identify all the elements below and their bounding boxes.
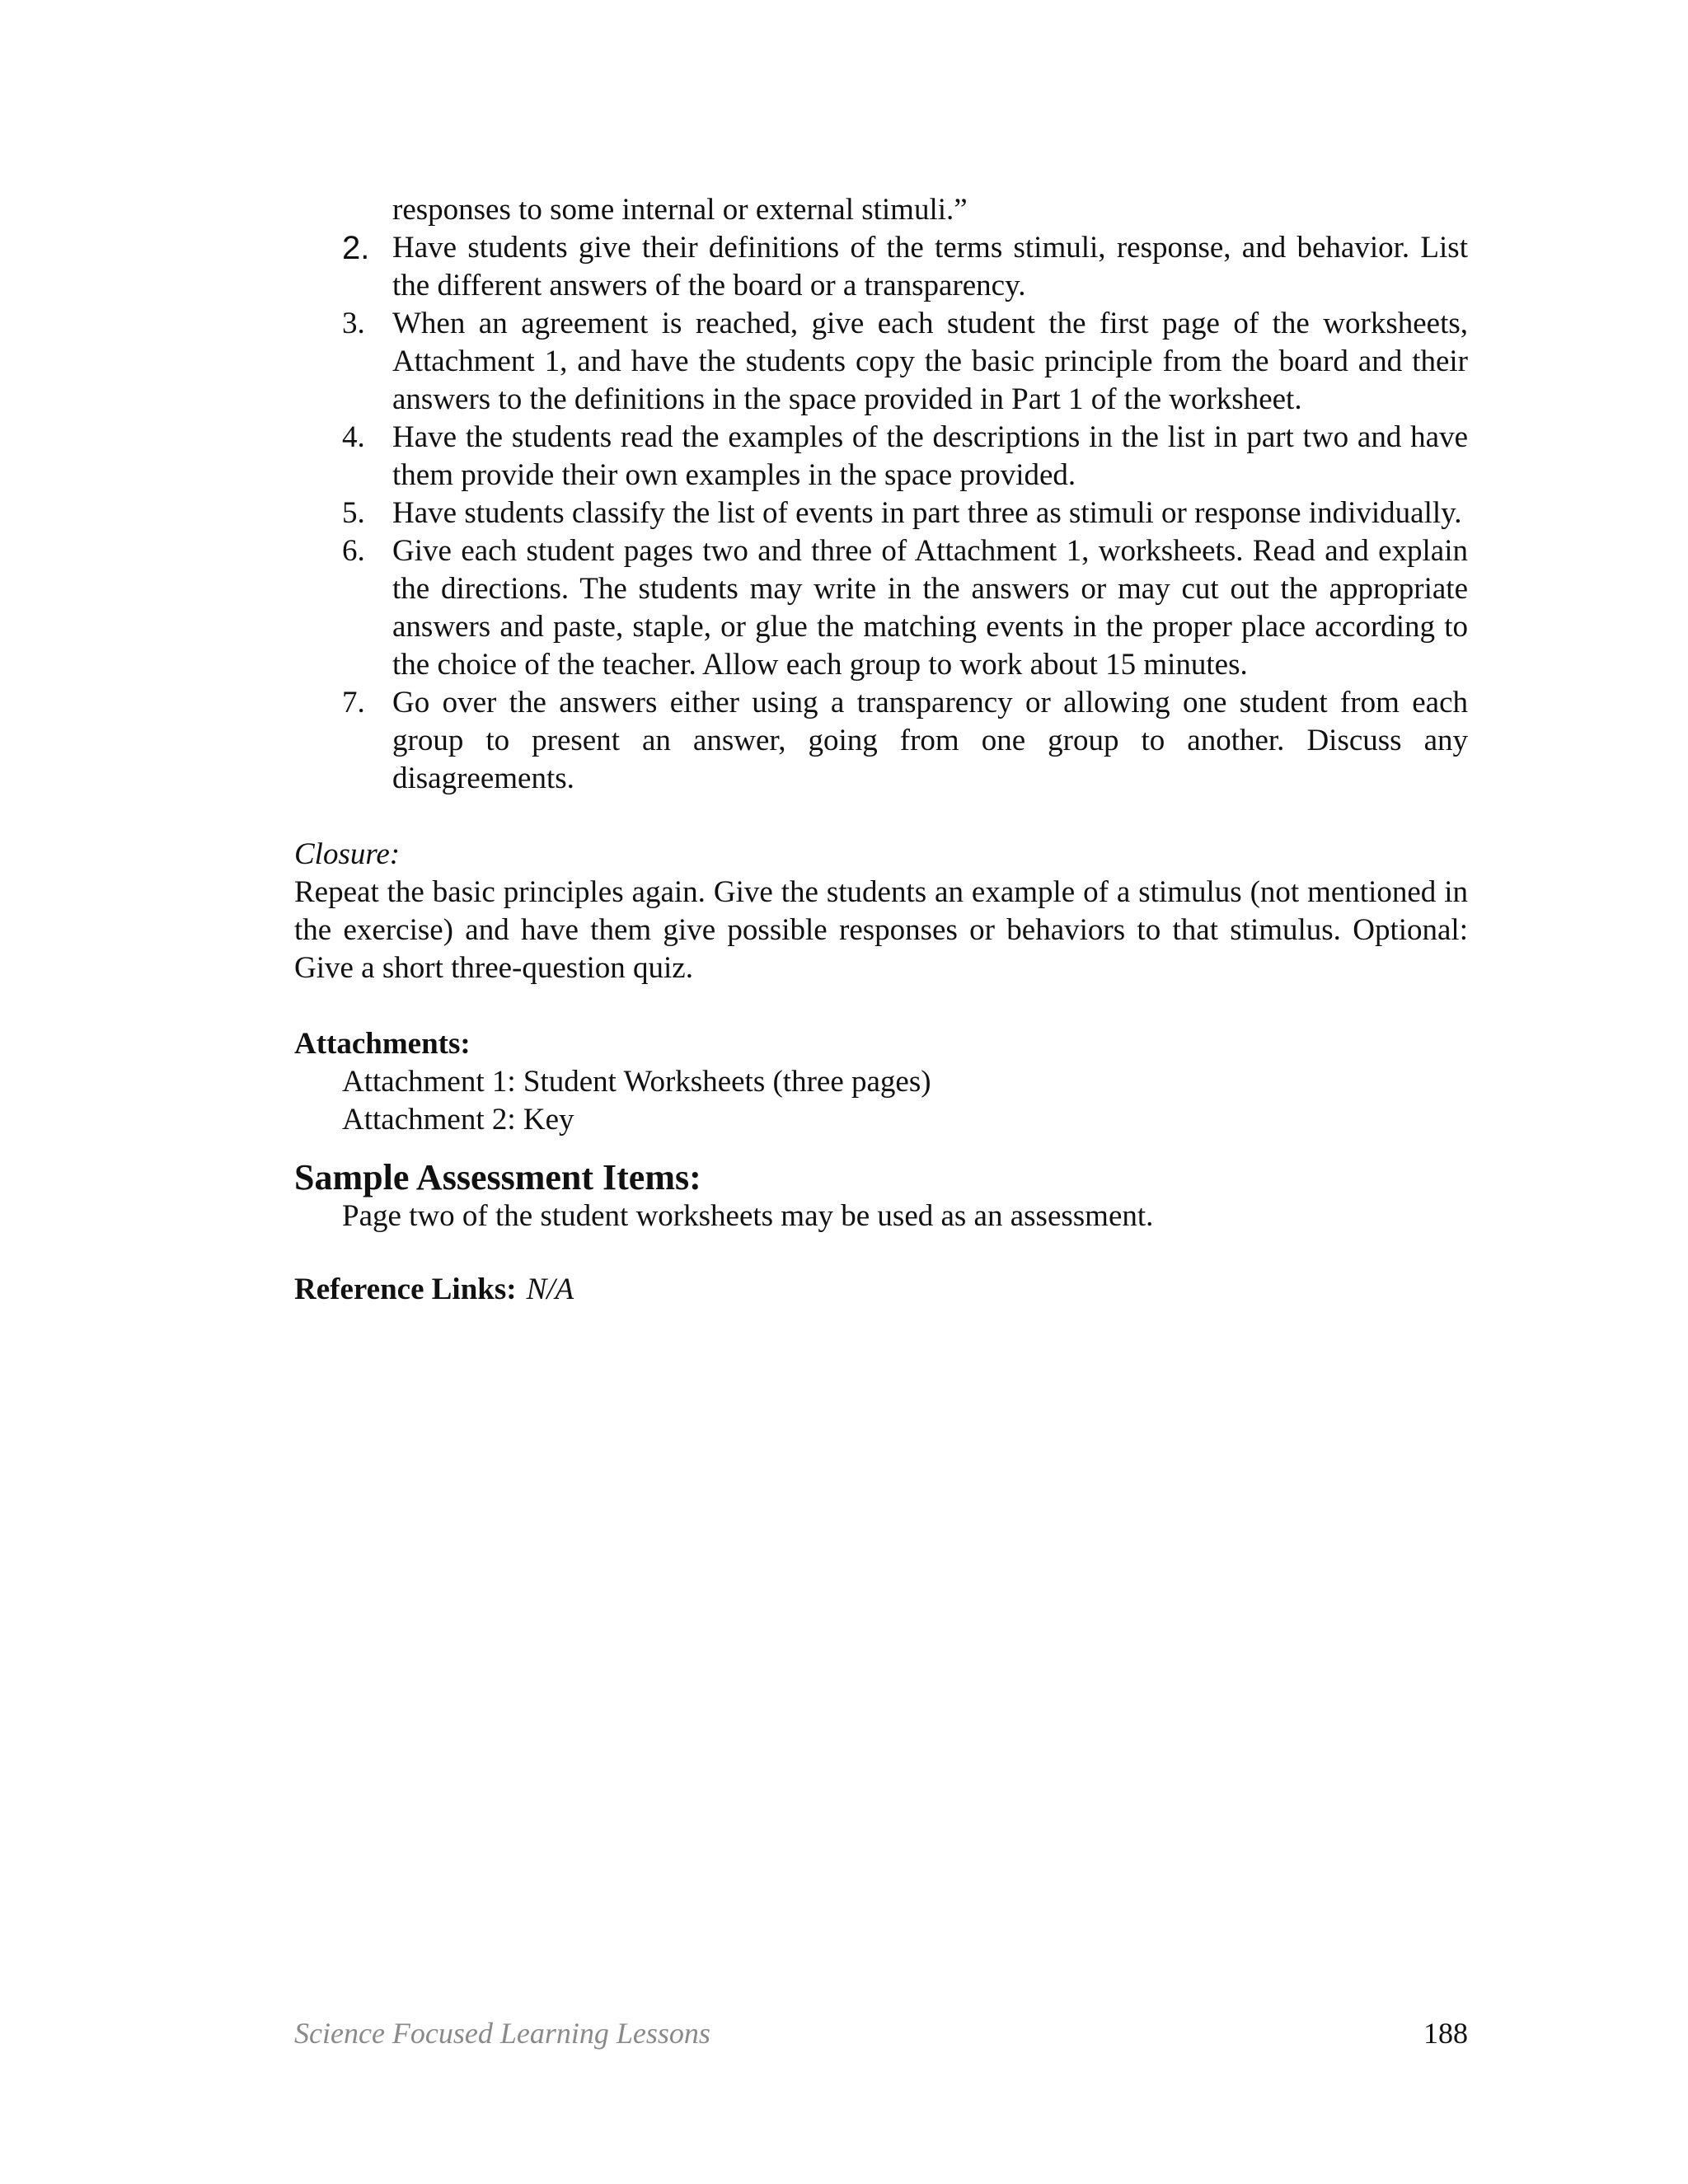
- sample-assessment-text: Page two of the student worksheets may be used as an assessment.: [342, 1199, 1154, 1233]
- attachments-heading: Attachments:: [294, 1027, 471, 1061]
- document-page: [294, 191, 1468, 1309]
- step-text: Go over the answers either using a transparency or allowing one student from each group to present an answer, going from one group to another. Discuss any disagreements.: [392, 686, 1468, 795]
- step-number: 6.: [342, 534, 365, 568]
- footer-title: Science Focused Learning Lessons: [294, 2017, 710, 2050]
- sample-assessment-heading: Sample Assessment Items:: [294, 1157, 701, 1197]
- step-number: 5.: [342, 496, 365, 530]
- attachment-item: Attachment 2: Key: [342, 1103, 574, 1137]
- step-number: 2.: [342, 230, 370, 266]
- reference-links: [294, 1271, 1468, 1309]
- step-text: Have students classify the list of events in part three as stimuli or response individually.: [392, 496, 1462, 530]
- reference-links-value: N/A: [526, 1272, 574, 1306]
- closure-heading: Closure:: [294, 837, 401, 871]
- step-number: 4.: [342, 420, 365, 454]
- step-number: 3.: [342, 307, 365, 340]
- step-item: [294, 684, 1468, 798]
- step-item: [294, 229, 1468, 305]
- procedure-steps: [294, 229, 1468, 798]
- attachments-section: [294, 1025, 1468, 1139]
- step-text: Give each student pages two and three of Attachment 1, worksheets. Read and explain the directions. The students may write in the answers or may cut out the appropriate answers and paste, staple, or glue the matching events in the proper place according to the choice of the teacher. Allow each group to work about 15 minutes.: [392, 534, 1468, 682]
- continuation-text: responses to some internal or external stimuli.”: [392, 193, 968, 227]
- page-number: 188: [1423, 2017, 1468, 2050]
- step-item: [294, 419, 1468, 494]
- step-item: [294, 532, 1468, 684]
- step-text: Have the students read the examples of the descriptions in the list in part two and have them provide their own examples in the space provided.: [392, 420, 1468, 492]
- page-footer: [294, 2015, 1468, 2051]
- sample-assessment-section: [294, 1155, 1468, 1233]
- closure-text: Repeat the basic principles again. Give the students an example of a stimulus (not mentioned in the exercise) and have them give possible responses or behaviors to that stimulus. Optional: Give a short three-question quiz.: [294, 875, 1468, 985]
- step-item: [294, 494, 1468, 532]
- closure-section: [294, 836, 1468, 987]
- step-item: [294, 305, 1468, 419]
- reference-links-label: Reference Links:: [294, 1272, 517, 1306]
- step-text: When an agreement is reached, give each student the first page of the worksheets, Attachment 1, and have the students copy the basic principle from the board and their answers to the definitions in the space provided in Part 1 of the worksheet.: [392, 307, 1468, 416]
- step-text: Have students give their definitions of the terms stimuli, response, and behavior. List the different answers of the board or a transparency.: [392, 231, 1468, 302]
- attachment-item: Attachment 1: Student Worksheets (three pages): [342, 1065, 931, 1099]
- step-number: 7.: [342, 686, 365, 719]
